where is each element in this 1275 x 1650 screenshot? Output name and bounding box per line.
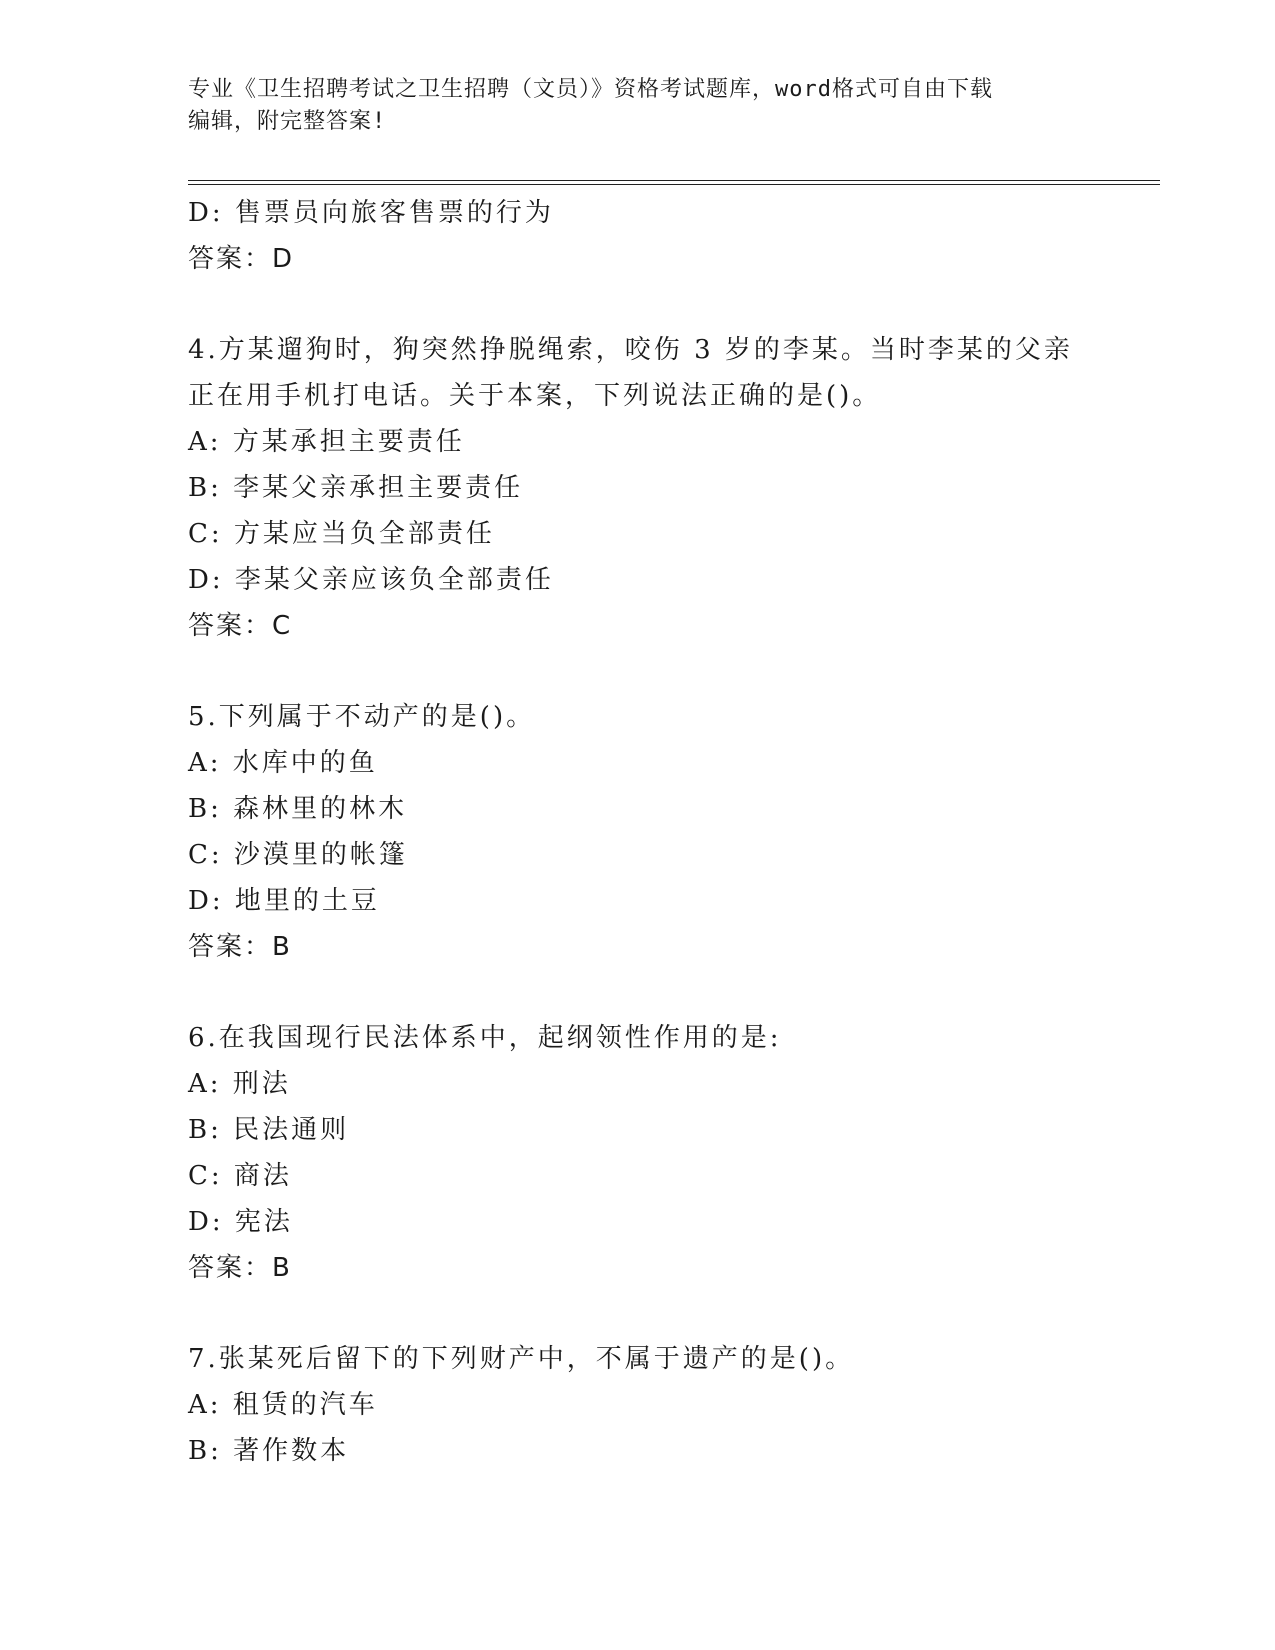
header-divider-bottom	[188, 184, 1160, 185]
question-7	[188, 1336, 1160, 1474]
answer-line: 答案：B	[188, 932, 292, 962]
question-stem: 5.下列属于不动产的是()。	[188, 702, 536, 732]
header-line-1: 专业《卫生招聘考试之卫生招聘（文员）》资格考试题库，word格式可自由下载	[188, 77, 993, 102]
option-c: C: 方某应当负全部责任	[188, 519, 495, 549]
question-stem: 6.在我国现行民法体系中，起纲领性作用的是:	[188, 1023, 782, 1053]
document-header	[188, 74, 1088, 138]
option-b: B: 森林里的林木	[188, 794, 408, 824]
question-4	[188, 327, 1160, 649]
option-b: B: 著作数本	[188, 1436, 350, 1466]
answer-line: 答案：D	[188, 244, 295, 274]
question-6	[188, 1015, 1160, 1291]
header-divider-top	[188, 180, 1160, 181]
option-d: D: 地里的土豆	[188, 886, 380, 916]
question-stem-continued: 正在用手机打电话。关于本案，下列说法正确的是()。	[188, 381, 882, 411]
option-a: A: 方某承担主要责任	[188, 427, 465, 457]
question-5	[188, 694, 1160, 970]
option-c: C: 商法	[188, 1161, 292, 1191]
answer-line: 答案：B	[188, 1253, 292, 1283]
option-d: D: 李某父亲应该负全部责任	[188, 565, 554, 595]
question-list	[188, 190, 1160, 1474]
question-3-tail	[188, 190, 1160, 282]
question-stem: 4.方某遛狗时，狗突然挣脱绳索，咬伤 3 岁的李某。当时李某的父亲	[188, 335, 1073, 365]
option-a: A: 租赁的汽车	[188, 1390, 378, 1420]
option-a: A: 刑法	[188, 1069, 291, 1099]
option-b: B: 李某父亲承担主要责任	[188, 473, 524, 503]
option-d: D: 售票员向旅客售票的行为	[188, 198, 554, 228]
header-line-2: 编辑，附完整答案!	[188, 109, 387, 134]
question-stem: 7.张某死后留下的下列财产中，不属于遗产的是()。	[188, 1344, 855, 1374]
option-c: C: 沙漠里的帐篷	[188, 840, 408, 870]
answer-line: 答案：C	[188, 611, 293, 641]
option-a: A: 水库中的鱼	[188, 748, 378, 778]
option-d: D: 宪法	[188, 1207, 293, 1237]
option-b: B: 民法通则	[188, 1115, 350, 1145]
